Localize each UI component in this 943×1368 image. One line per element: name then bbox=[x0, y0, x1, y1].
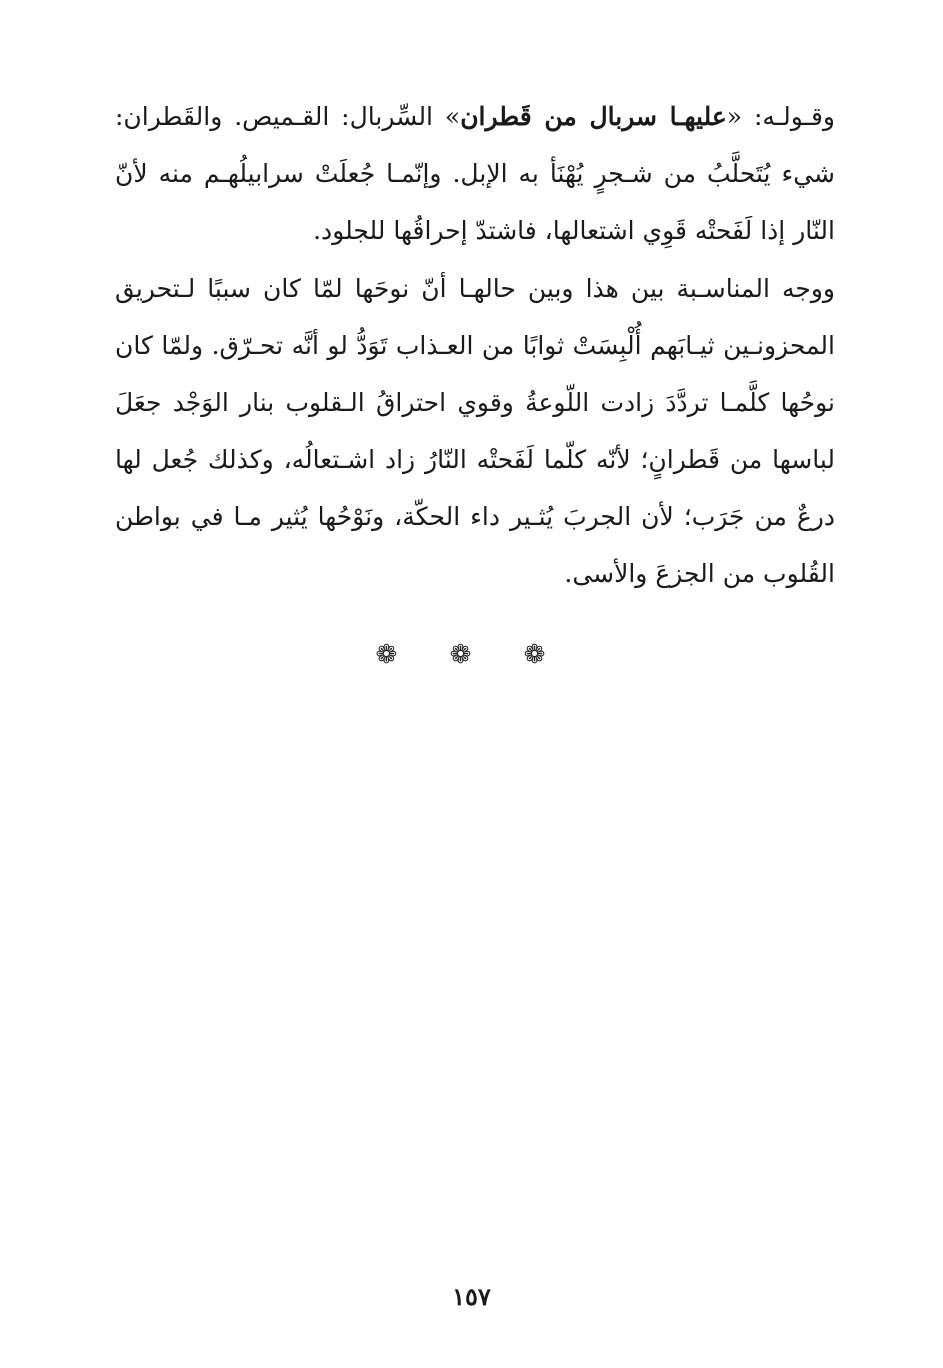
paragraph-1-intro: وقـولـه: « bbox=[726, 102, 835, 131]
page-number: ١٥٧ bbox=[452, 1282, 491, 1311]
quranic-quote: عليهـا سربال من قَطران bbox=[460, 102, 727, 131]
paragraph-1 bbox=[115, 88, 835, 259]
ornament-icon: ❁ bbox=[375, 640, 420, 670]
paragraph-1-rest: » السِّربال: القـميص. والقَطران: شيء يُتَحلَّبُ من شـجرٍ يُهْنَأ به الإبل. وإنّمـا جُعلَتْ سرابيلُهـم منه لأنّ النّار إذا لَفَحتْه قَوِي اشتعالها، فاشتدّ إحراقُها للجلود. bbox=[115, 102, 835, 245]
ornament-icon: ❁ bbox=[449, 640, 494, 670]
section-divider bbox=[0, 640, 943, 670]
ornament-icon: ❁ bbox=[523, 640, 568, 670]
paragraph-2: ووجه المناسـبة بين هذا وبين حالهـا أنّ نوحَها لمّا كان سببًا لـتحريق المحزونـين ثيـابَهم أُلْبِسَتْ ثوابًا من العـذاب تَوَدُّ لو أنَّه تحـرّق. ولمّا كان نوحُها كلَّمـا تردَّدَ زادت اللّوعةُ وقوي احتراقُ الـقلوب بنار الوَجْد جعَلَ لباسها من قَطرانٍ؛ لأنّه كلّما لَفَحتْه النّارُ زاد اشـتعالُه، وكذلك جُعل لها درعٌ من جَرَب؛ لأن الجربَ يُثـير داء الحكّة، ونَوْحُها يُثير مـا في بواطن القُلوب من الجزعَ والأسى. bbox=[115, 274, 835, 588]
